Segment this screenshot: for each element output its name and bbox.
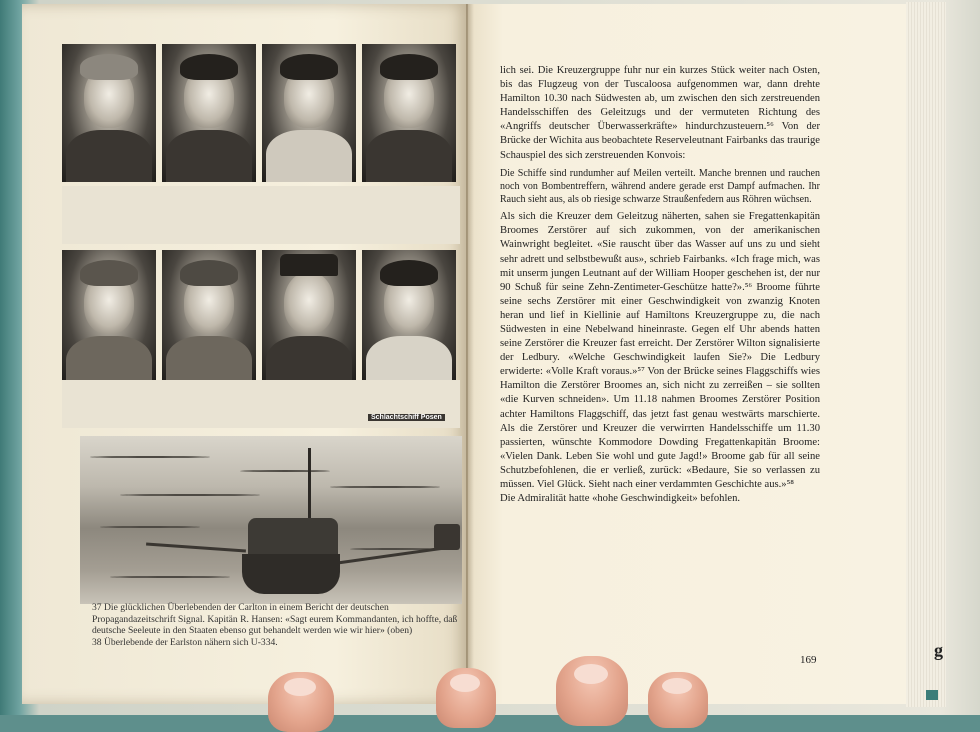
portrait-photo <box>162 44 256 182</box>
portrait-photo <box>62 250 156 382</box>
body-text <box>500 64 820 506</box>
portrait-photo <box>62 44 156 182</box>
page-number: 169 <box>800 654 817 666</box>
page-clip <box>926 690 938 700</box>
paragraph: Als sich die Kreuzer dem Geleitzug näherten, sahen sie Fregattenkapitän Broomes Zerstörer auf sich zukommen, von der amerikanischen Wainwright begleitet. «Sie rauscht über das Wasser auf uns zu und sieht sehr adrett und selbstbewußt aus», schrieb Fairbanks. «Ich frage mich, was mit unserm jungen Leutnant auf der William Hooper geschehen ist, der nur 90 Schuß für seine Zehn-Zentimeter-Geschütze hatte?».⁵⁶ Broome führte seine sechs Zerstörer mit einer Geschwindigkeit von zwanzig Knoten heran und lief in Kiellinie auf Hamiltons Kreuzergruppe zu, die nach Südwesten in eine Nebelwand hineinraste. Gegen elf Uhr abends hatten seine Zerstörer die Kreuzer fast erreicht. Der Zerstörer Wilton signalisierte der Ledbury. «Welche Geschwindigkeit laufen Sie?» Die Ledbury erwiderte: «Volle Kraft voraus.»⁵⁷ Von der Brücke seines Flaggschiffs wies Hamilton die Zerstörer Broomes an, sich nicht zu zerreißen – sie sollten «die Kurven schneiden». Um 11.18 nahmen Broomes Zerstörer Position achter Hamiltons Flaggschiff, das jetzt fast genau westwärts marschierte. Als die Zerstörer und Kreuzer die verwirrten Handelsschiffe um 11.30 passierten, wünschte Kommodore Dowding Fregattenkapitän Broome: «Vielen Dank. Leben Sie wohl und gute Jagd!» Broome gab für all seine Schutzbefohlenen, die er verließ, zurück: «Bedaure, Sie so verlassen zu müssen. Viel Glück. Sieht nach einer verdammten Geschichte aus.»⁵⁸ <box>500 211 820 491</box>
gutter-shadow <box>466 4 474 704</box>
portrait-photo <box>362 44 456 182</box>
finger <box>556 656 628 726</box>
finger <box>268 672 334 732</box>
photo-label: Schlachtschiff Posen <box>368 414 445 421</box>
portrait-photo <box>162 250 256 382</box>
paragraph: lich sei. Die Kreuzergruppe fuhr nur ein kurzes Stück weiter nach Osten, bis das Flugzeug von der Tuscaloosa aufgenommen war, dann drehte Hamilton 10.30 nach Südwesten ab, um zwischen den sich zerstreuenden Handelsschiffen des Geleitzugs und der vermuteten Richtung des «Angriffs deutscher Überwasserkräfte» hindurchzusteuern.⁵⁶ Von der Brücke der Wichita aus beobachtete Reserveleutnant Fairbanks das traurige Schauspiel des sich zerstreuenden Konvois: <box>500 65 821 161</box>
caption-38: 38 Überlebende der Earlston nähern sich U-334. <box>92 636 278 648</box>
portrait-row-bottom <box>62 250 460 382</box>
portrait-row-top <box>62 44 460 182</box>
finger <box>436 668 496 728</box>
finger <box>648 672 708 728</box>
photo-captions <box>92 602 464 648</box>
portrait-photo <box>262 250 356 382</box>
paragraph: Die Admiralität hatte «hohe Geschwindigkeit» befohlen. <box>500 493 741 505</box>
portrait-captions-top <box>62 186 460 244</box>
caption-37: 37 Die glücklichen Überlebenden der Carlton in einem Bericht der deutschen Propagandazeitschrift Signal. Kapitän R. Hansen: «Sagt eurem Kommandanten, ich hoffte, daß deutsche Seeleute in den Staaten ebenso gut behandelt werden wie wir hier» (oben) <box>92 602 458 637</box>
portrait-photo <box>262 44 356 182</box>
block-quote: Die Schiffe sind rundumher auf Meilen verteilt. Manche brennen und rauchen noch von Bombentreffern, während andere gerade erst Dampf aufmachen. Ihr Rauch sieht aus, als ob riesige schwarze Straußenfedern aus Röhren wüchsen. <box>500 167 820 206</box>
lifeboat-photo <box>80 436 462 604</box>
edge-mark: g <box>934 640 943 660</box>
page-stack-edge <box>906 2 946 707</box>
portrait-photo <box>362 250 456 382</box>
